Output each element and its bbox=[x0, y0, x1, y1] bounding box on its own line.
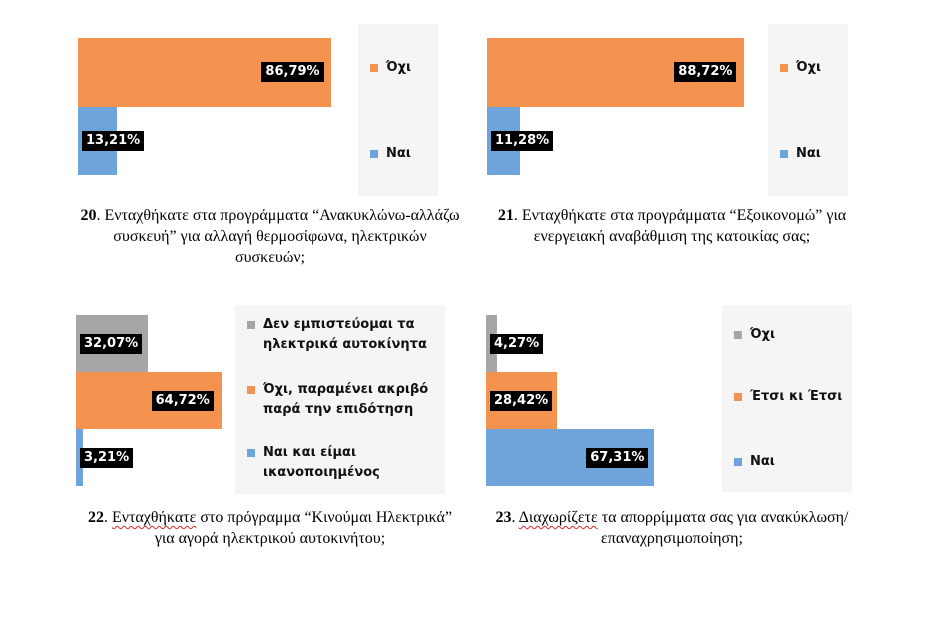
legend-swatch bbox=[734, 331, 742, 339]
data-label: 88,72% bbox=[674, 62, 736, 82]
legend-swatch bbox=[247, 321, 255, 329]
chart-legend bbox=[235, 305, 445, 494]
chart-plot bbox=[78, 38, 370, 175]
caption-text: . Ενταχθήκατε στα προγράμματα “Ανακυκλώνω-αλλάζω συσκευή” για αλλαγή θερμοσίφωνα, ηλεκτρικών συσκευών; bbox=[96, 207, 460, 266]
data-label: 13,21% bbox=[82, 131, 144, 151]
data-label: 3,21% bbox=[80, 448, 133, 468]
legend-swatch bbox=[247, 449, 255, 457]
legend-swatch bbox=[734, 393, 742, 401]
data-label: 32,07% bbox=[80, 334, 142, 354]
legend-swatch bbox=[734, 458, 742, 466]
legend-swatch bbox=[247, 386, 255, 394]
caption-number: 21 bbox=[497, 207, 514, 224]
data-label: 64,72% bbox=[152, 391, 214, 411]
caption-underlined-word: Διαχωρίζετε bbox=[518, 509, 598, 526]
caption-text: τα απορρίμματα σας για ανακύκλωση/επαναχρησιμοποίηση; bbox=[597, 509, 849, 547]
data-label: 28,42% bbox=[490, 391, 552, 411]
chart-legend bbox=[358, 24, 438, 196]
legend-label: Δεν εμπιστεύομαι τα ηλεκτρικά αυτοκίνητα bbox=[263, 317, 427, 352]
chart-caption-20 bbox=[80, 205, 460, 268]
legend-label: Ναι και είμαι ικανοποιημένος bbox=[263, 445, 380, 480]
legend-swatch bbox=[370, 150, 378, 158]
legend-label: Ναι bbox=[750, 454, 775, 469]
legend-label: Όχι bbox=[386, 60, 412, 75]
caption-number: 20 bbox=[80, 207, 97, 224]
caption-text: . Ενταχθήκατε στα προγράμματα “Εξοικονομώ” για ενεργειακή αναβάθμιση της κατοικίας σας; bbox=[513, 207, 847, 245]
caption-text: στο πρόγραμμα “Κινούμαι Ηλεκτρικά” για αγορά ηλεκτρικού αυτοκινήτου; bbox=[154, 509, 453, 547]
legend-label: Ναι bbox=[386, 146, 411, 161]
legend-label: Έτσι κι Έτσι bbox=[750, 389, 843, 404]
caption-underlined-word: Ενταχθήκατε bbox=[111, 509, 197, 526]
chart-caption-22 bbox=[80, 507, 460, 549]
chart-legend bbox=[768, 24, 848, 196]
legend-swatch bbox=[780, 64, 788, 72]
caption-pre: . bbox=[511, 509, 519, 526]
data-label: 11,28% bbox=[491, 131, 553, 151]
data-label: 86,79% bbox=[261, 62, 323, 82]
caption-number: 22 bbox=[87, 509, 104, 526]
chart-caption-21 bbox=[487, 205, 857, 247]
caption-pre: . bbox=[103, 509, 112, 526]
chart-caption-23 bbox=[487, 507, 857, 549]
chart-plot bbox=[487, 38, 777, 175]
legend-label: Όχι bbox=[796, 60, 822, 75]
legend-swatch bbox=[780, 150, 788, 158]
chart-legend bbox=[722, 305, 852, 492]
legend-label: Ναι bbox=[796, 146, 821, 161]
data-label: 4,27% bbox=[490, 334, 543, 354]
data-label: 67,31% bbox=[586, 448, 648, 468]
legend-label: Όχι bbox=[750, 327, 776, 342]
legend-swatch bbox=[370, 64, 378, 72]
caption-number: 23 bbox=[495, 509, 512, 526]
chart-plot bbox=[486, 315, 736, 486]
legend-label: Όχι, παραμένει ακριβό παρά την επιδότηση bbox=[263, 382, 429, 417]
